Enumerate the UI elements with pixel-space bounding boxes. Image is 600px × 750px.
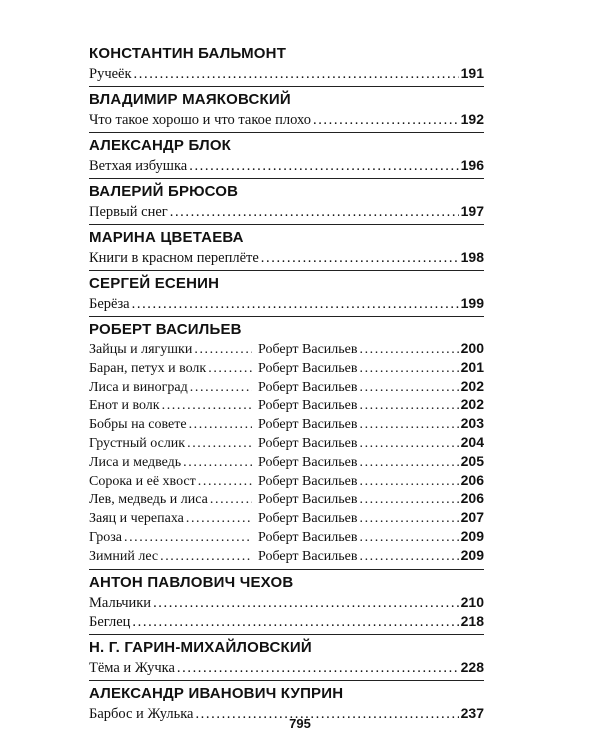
dot-leader [190,379,252,397]
entry-title: Гроза [89,529,122,545]
author-heading: АНТОН ПАВЛОВИЧ ЧЕХОВ [89,573,294,591]
dot-leader [359,473,458,491]
entry-title-column [89,510,254,528]
entry-title: Барбос и Жулька [89,705,194,722]
entry-author: Роберт Васильев [258,342,358,357]
entry-title: Первый снег [89,204,168,220]
entry-page: 203 [460,415,484,432]
toc-entry [89,490,484,509]
toc-section [89,573,484,635]
dot-leader [359,510,458,528]
entry-title: Тёма и Жучка [89,659,175,676]
entry-author: Роберт Васильев [258,379,358,395]
entry-page: 205 [460,452,484,469]
entry-title: Зимний лес [89,548,159,564]
entry-page: 237 [460,704,484,721]
entry-title: Берёза [89,296,130,312]
toc-section [89,182,484,225]
entry-author: Роберт Васильев [258,398,358,414]
dot-leader [359,379,458,397]
toc-entry [89,547,484,566]
entry-title: Баран, петух и волк [89,360,207,376]
entry-page: 202 [460,377,484,394]
author-heading: ВЛАДИМИР МАЯКОВСКИЙ [89,91,291,108]
entry-title-column [89,529,254,547]
dot-leader [359,360,458,378]
toc-entry [89,658,484,677]
author-heading: КОНСТАНТИН БАЛЬМОНТ [89,45,287,62]
toc-entry [89,612,484,631]
entry-title: Лиса и медведь [89,454,182,470]
dot-leader [160,548,252,566]
entry-author: Роберт Васильев [258,360,358,376]
dot-leader [194,341,252,359]
entry-author: Роберт Васильев [258,473,358,489]
dot-leader [132,295,459,313]
entry-author: Роберт Васильев [258,454,358,470]
entry-author: Роберт Васильев [258,511,358,527]
entry-author: Роберт Васильев [258,417,358,433]
dot-leader [170,203,459,221]
entry-title-column [89,379,254,397]
toc-section [89,320,484,570]
entry-author: Роберт Васильев [258,492,358,508]
entry-title-column [89,491,254,509]
toc-entry [89,156,484,175]
entry-title-column [89,548,254,566]
toc-entry [89,202,484,221]
entry-page: 218 [460,612,484,629]
toc-section [89,638,484,681]
entry-title: Заяц и черепаха [89,511,184,527]
dot-leader [189,416,252,434]
entry-page: 200 [460,340,484,356]
entry-title-column [89,341,254,359]
dot-leader [313,111,459,129]
entry-page: 228 [460,658,484,675]
entry-title: Ветхая избушка [89,158,188,174]
author-heading: РОБЕРТ ВАСИЛЬЕВ [89,321,242,338]
toc-entry [89,110,484,129]
toc-entry [89,396,484,415]
entry-page: 201 [460,358,484,375]
table-of-contents [89,42,484,729]
toc-section [89,90,484,133]
dot-leader [187,435,252,453]
dot-leader [189,157,458,175]
entry-title-column [89,360,254,378]
toc-entry [89,415,484,434]
author-heading: АЛЕКСАНДР БЛОК [89,137,232,154]
author-heading: Н. Г. ГАРИН-МИХАЙЛОВСКИЙ [89,638,312,656]
toc-entry [89,340,484,359]
toc-entry [89,294,484,313]
toc-entry [89,434,484,453]
author-heading: СЕРГЕЙ ЕСЕНИН [89,275,220,292]
toc-section [89,228,484,271]
entry-title-column [89,397,254,415]
entry-page: 209 [460,546,484,563]
entry-page: 206 [460,471,484,488]
dot-leader [177,659,459,677]
entry-author: Роберт Васильев [258,548,358,564]
entry-page: 199 [460,295,484,311]
dot-leader [359,341,458,359]
entry-page: 210 [460,593,484,610]
entry-title: Лев, медведь и лиса [89,492,208,508]
dot-leader [359,397,458,415]
dot-leader [132,613,458,631]
author-heading: АЛЕКСАНДР ИВАНОВИЧ КУПРИН [89,684,344,702]
entry-author: Роберт Васильев [258,529,358,545]
entry-page: 191 [460,65,484,81]
entry-page: 196 [460,157,484,173]
toc-entry [89,472,484,491]
page-number: 795 [289,716,311,731]
dot-leader [208,360,252,378]
dot-leader [198,473,252,491]
entry-title: Лиса и виноград [89,379,188,395]
entry-page: 206 [460,490,484,507]
dot-leader [261,249,459,267]
entry-title-column [89,416,254,434]
dot-leader [359,416,458,434]
dot-leader [186,510,252,528]
entry-title: Сорока и её хвост [89,473,196,489]
toc-entry [89,528,484,547]
entry-title-column [89,473,254,491]
entry-page: 198 [460,249,484,265]
entry-title: Книги в красном переплёте [89,250,259,266]
toc-section [89,136,484,179]
toc-entry [89,593,484,612]
entry-title: Беглец [89,613,131,630]
entry-page: 207 [460,509,484,526]
entry-title: Енот и волк [89,398,160,414]
toc-entry [89,453,484,472]
dot-leader [359,548,458,566]
entry-title: Ручеёк [89,66,132,82]
dot-leader [183,454,252,472]
dot-leader [359,435,458,453]
entry-title: Грустный ослик [89,435,186,451]
dot-leader [153,594,459,612]
entry-title: Зайцы и лягушки [89,342,193,357]
dot-leader [359,491,458,509]
entry-page: 204 [460,433,484,450]
dot-leader [134,65,459,83]
entry-page: 202 [460,396,484,413]
toc-entry [89,509,484,528]
entry-author: Роберт Васильев [258,435,358,451]
author-heading: МАРИНА ЦВЕТАЕВА [89,229,244,246]
dot-leader [359,529,458,547]
dot-leader [359,454,458,472]
entry-page: 209 [460,527,484,544]
toc-entry [89,378,484,397]
entry-page: 192 [460,111,484,127]
dot-leader [210,491,252,509]
toc-entry [89,64,484,83]
entry-title: Бобры на совете [89,417,187,433]
toc-entry [89,359,484,378]
entry-page: 197 [460,203,484,219]
entry-title-column [89,454,254,472]
entry-title-column [89,435,254,453]
entry-title: Что такое хорошо и что такое плохо [89,112,311,128]
toc-section [89,44,484,87]
toc-section [89,274,484,317]
entry-title: Мальчики [89,594,152,611]
dot-leader [162,397,252,415]
dot-leader [124,529,252,547]
toc-entry [89,248,484,267]
author-heading: ВАЛЕРИЙ БРЮСОВ [89,183,239,200]
